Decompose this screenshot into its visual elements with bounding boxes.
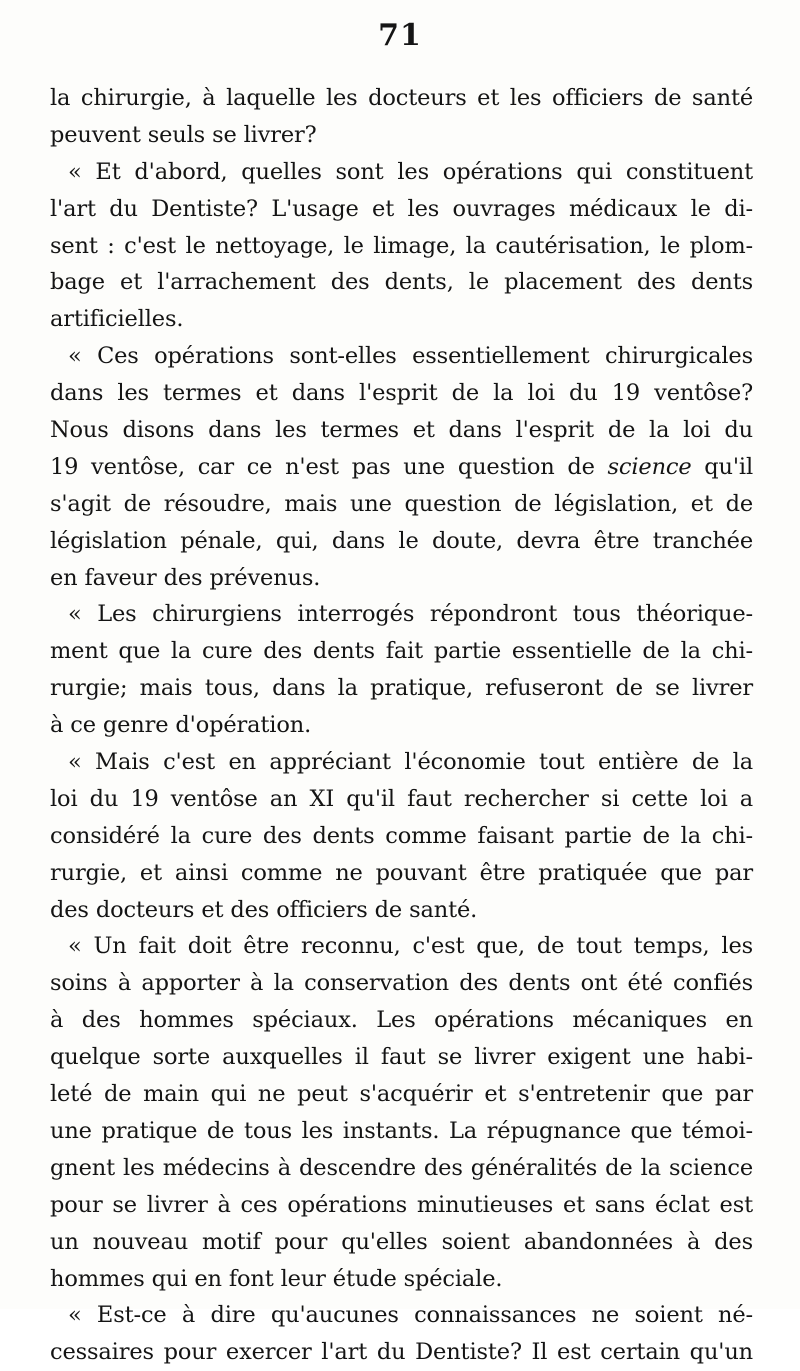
text-line: à des hommes spéciaux. Les opérations mécaniques en bbox=[50, 1007, 753, 1034]
text-line: « Un fait doit être reconnu, c'est que, de tout temps, les bbox=[68, 933, 753, 960]
text-line: « Est-ce à dire qu'aucunes connaissances ne soient né- bbox=[68, 1302, 753, 1329]
text-line: gnent les médecins à descendre des généralités de la science bbox=[50, 1154, 753, 1181]
text-line: artificielles. bbox=[50, 306, 184, 333]
text-line: un nouveau motif pour qu'elles soient abandonnées à des bbox=[50, 1228, 753, 1255]
text-line: « Mais c'est en appréciant l'économie tout entière de la bbox=[68, 749, 753, 776]
text-line: loi du 19 ventôse an XI qu'il faut rechercher si cette loi a bbox=[50, 785, 753, 812]
text-line: une pratique de tous les instants. La répugnance que témoi- bbox=[50, 1117, 753, 1144]
text-line: « Les chirurgiens interrogés répondront tous théorique- bbox=[68, 601, 753, 628]
text-line: rurgie, et ainsi comme ne pouvant être pratiquée que par bbox=[50, 859, 753, 886]
text-line: à ce genre d'opération. bbox=[50, 712, 312, 739]
text-line: dans les termes et dans l'esprit de la loi du 19 ventôse? bbox=[50, 380, 753, 407]
text-line: l'art du Dentiste? L'usage et les ouvrages médicaux le di- bbox=[50, 195, 753, 222]
text-line: peuvent seuls se livrer? bbox=[50, 121, 317, 148]
text-line: « Ces opérations sont-elles essentiellement chirurgicales bbox=[68, 343, 753, 370]
text-line: leté de main qui ne peut s'acquérir et s'entretenir que par bbox=[50, 1081, 753, 1108]
page-body-text bbox=[50, 80, 753, 1371]
text-line: quelque sorte auxquelles il faut se livrer exigent une habi- bbox=[50, 1044, 753, 1071]
text-line: 19 ventôse, car ce n'est pas une question de science qu'il bbox=[50, 453, 753, 480]
text-line: des docteurs et des officiers de santé. bbox=[50, 896, 478, 923]
page-number: 71 bbox=[378, 18, 422, 53]
text-line: rurgie; mais tous, dans la pratique, refuseront de se livrer bbox=[50, 675, 753, 702]
text-line: la chirurgie, à laquelle les docteurs et les officiers de santé bbox=[50, 85, 753, 111]
text-line: pour se livrer à ces opérations minutieuses et sans éclat est bbox=[50, 1191, 753, 1218]
text-line: en faveur des prévenus. bbox=[50, 564, 321, 591]
text-line: hommes qui en font leur étude spéciale. bbox=[50, 1265, 503, 1292]
text-line: s'agit de résoudre, mais une question de législation, et de bbox=[50, 490, 753, 517]
text-line: cessaires pour exercer l'art du Dentiste? Il est certain qu'un bbox=[50, 1339, 753, 1366]
text-line: considéré la cure des dents comme faisant partie de la chi- bbox=[50, 822, 753, 849]
text-line: sent : c'est le nettoyage, le limage, la cautérisation, le plom- bbox=[50, 232, 753, 259]
text-line: « Et d'abord, quelles sont les opérations qui constituent bbox=[68, 158, 753, 185]
text-line: ment que la cure des dents fait partie essentielle de la chi- bbox=[50, 638, 753, 665]
text-line: soins à apporter à la conservation des dents ont été confiés bbox=[50, 970, 753, 997]
text-line: bage et l'arrachement des dents, le placement des dents bbox=[50, 269, 753, 296]
text-line: Nous disons dans les termes et dans l'esprit de la loi du bbox=[50, 417, 753, 444]
text-line: législation pénale, qui, dans le doute, devra être tranchée bbox=[50, 527, 753, 554]
